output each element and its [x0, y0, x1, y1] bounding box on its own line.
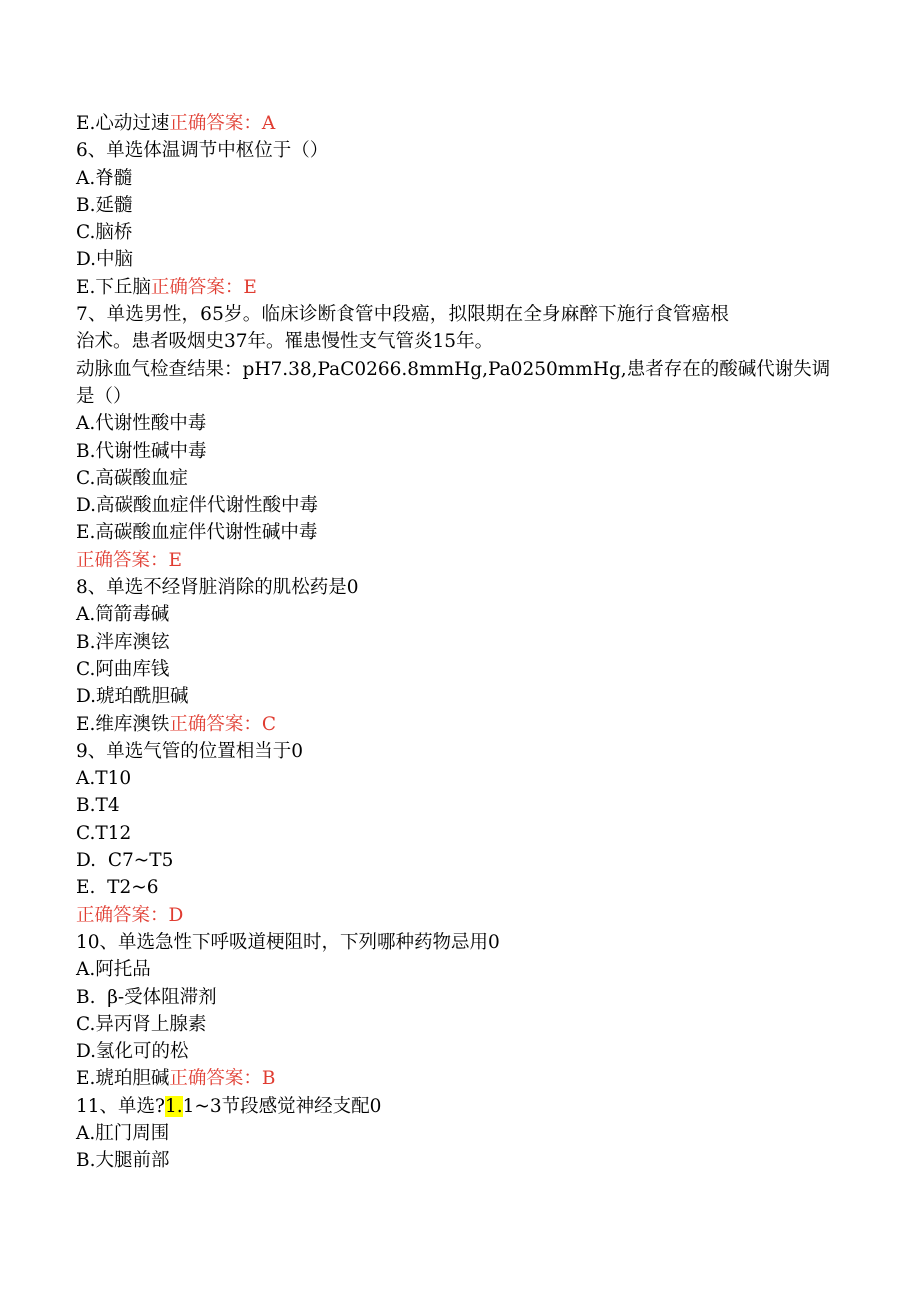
line-text: B.延髓	[76, 194, 133, 216]
option-line	[76, 820, 856, 847]
option-line	[76, 246, 856, 273]
line-text: C.脑桥	[76, 222, 133, 244]
question-line	[76, 137, 856, 164]
line-text-continued: 1~3节段感觉神经支配0	[182, 1095, 382, 1117]
line-text: D.氢化可的松	[76, 1041, 189, 1063]
option-line	[76, 765, 856, 792]
line-text: C.阿曲库钱	[76, 658, 170, 680]
option-line	[76, 1120, 856, 1147]
question-line	[76, 738, 856, 765]
option-line	[76, 956, 856, 983]
document-page	[76, 110, 856, 1175]
option-line	[76, 519, 856, 546]
question-line	[76, 574, 856, 601]
question-line	[76, 328, 856, 355]
line-text: 9、单选气管的位置相当于0	[76, 740, 304, 762]
option-line	[76, 1065, 856, 1092]
option-line	[76, 656, 856, 683]
line-text: D. C7~T5	[76, 850, 174, 872]
line-text: 10、单选急性下呼吸道梗阻时，下列哪种药物忌用0	[76, 931, 500, 953]
option-line	[76, 629, 856, 656]
option-line	[76, 219, 856, 246]
option-line	[76, 1147, 856, 1174]
line-text: B.代谢性碱中毒	[76, 440, 207, 462]
line-text: B.T4	[76, 795, 120, 817]
line-text: A.代谢性酸中毒	[76, 413, 207, 435]
line-text: D.高碳酸血症伴代谢性酸中毒	[76, 495, 319, 517]
line-text: C.异丙肾上腺素	[76, 1013, 207, 1035]
line-text: E.高碳酸血症伴代谢性碱中毒	[76, 522, 318, 544]
correct-answer: 正确答案：B	[169, 1068, 276, 1090]
option-line	[76, 192, 856, 219]
line-text: C.T12	[76, 822, 132, 844]
option-line	[76, 874, 856, 901]
option-line	[76, 438, 856, 465]
question-line	[76, 356, 856, 383]
option-line	[76, 683, 856, 710]
option-line	[76, 274, 856, 301]
line-text: B.大腿前部	[76, 1150, 170, 1172]
option-line	[76, 492, 856, 519]
question-line	[76, 1093, 856, 1120]
line-text: A.筒箭毒碱	[76, 604, 170, 626]
correct-answer: 正确答案：E	[150, 276, 257, 298]
question-line	[76, 929, 856, 956]
line-text: 治术。患者吸烟史37年。罹患慢性支气管炎15年。	[76, 331, 494, 353]
correct-answer: 正确答案：C	[169, 713, 277, 735]
correct-answer: 正确答案：E	[76, 549, 183, 571]
option-line	[76, 601, 856, 628]
line-text: E.维库澳铁	[76, 713, 170, 735]
line-text: A.T10	[76, 768, 132, 790]
option-line	[76, 410, 856, 437]
option-line	[76, 711, 856, 738]
line-text: 7、单选男性，65岁。临床诊断食管中段癌，拟限期在全身麻醉下施行食管癌根	[76, 304, 730, 326]
option-line	[76, 1038, 856, 1065]
option-line	[76, 792, 856, 819]
line-text: D.中脑	[76, 249, 134, 271]
correct-answer: 正确答案：A	[169, 113, 276, 134]
question-line	[76, 301, 856, 328]
line-text: 6、单选体温调节中枢位于（）	[76, 140, 329, 162]
option-line	[76, 847, 856, 874]
line-text: E.琥珀胆碱	[76, 1068, 170, 1090]
question-line	[76, 383, 856, 410]
line-text: B. β-受体阻滞剂	[76, 986, 217, 1008]
line-text: C.高碳酸血症	[76, 467, 188, 489]
line-text: A.脊髓	[76, 167, 133, 189]
line-text: A.阿托品	[76, 959, 151, 981]
option-line	[76, 165, 856, 192]
line-text: 8、单选不经肾脏消除的肌松药是0	[76, 577, 359, 599]
line-text: E.下丘脑	[76, 276, 151, 298]
correct-answer: 正确答案：D	[76, 904, 184, 926]
option-line	[76, 984, 856, 1011]
line-text: B.泮库澳铉	[76, 631, 170, 653]
option-line	[76, 1011, 856, 1038]
answer-line	[76, 547, 856, 574]
answer-line	[76, 902, 856, 929]
line-text: 动脉血气检查结果：pH7.38,PaC0266.8mmHg,Pa0250mmHg,患者存在的酸碱代谢失调	[76, 358, 831, 380]
line-text: 11、单选?	[76, 1095, 165, 1117]
line-text: 是（）	[76, 385, 132, 407]
line-text: A.肛门周围	[76, 1122, 170, 1144]
highlighted-text: 1.	[164, 1095, 183, 1117]
line-text: E.心动过速	[76, 113, 170, 134]
option-line	[76, 110, 856, 137]
line-text: D.琥珀酰胆碱	[76, 686, 189, 708]
option-line	[76, 465, 856, 492]
line-text: E. T2~6	[76, 877, 159, 899]
